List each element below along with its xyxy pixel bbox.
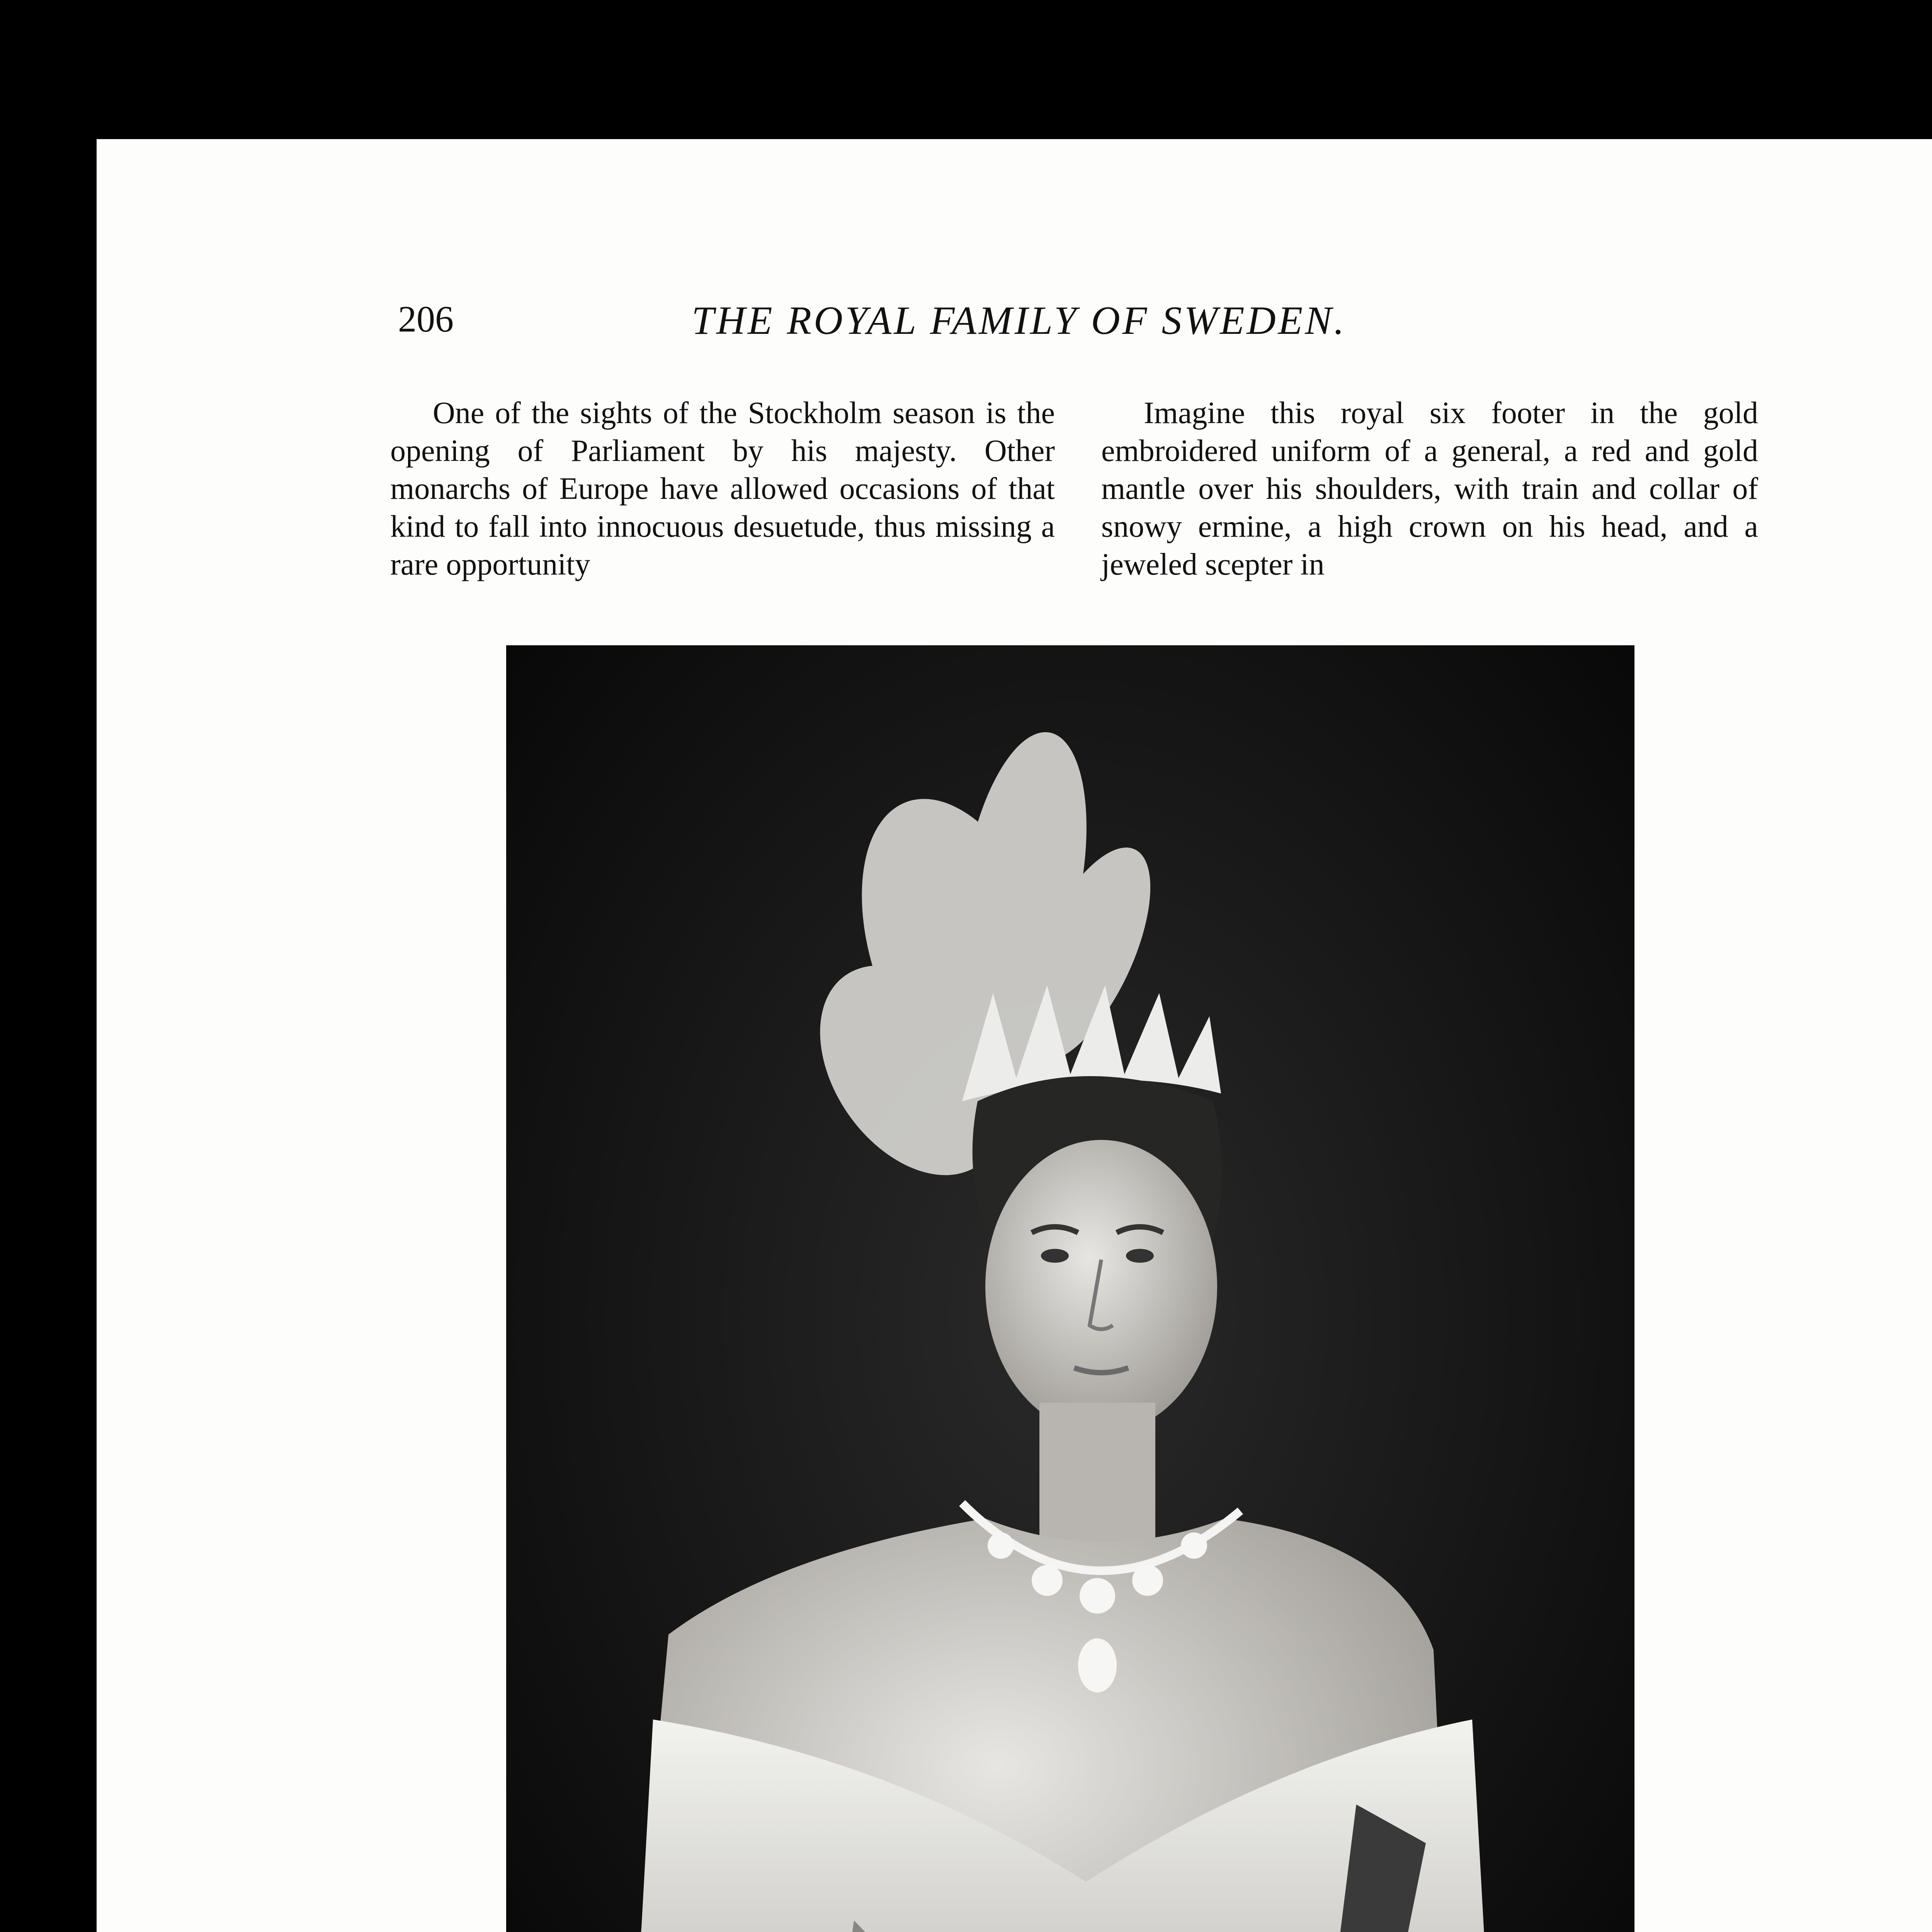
portrait-photograph (506, 645, 1634, 1932)
paragraph: Imagine this royal six footer in the gold embroidered uniform of a general, a red and gold mantle over his shoulders, with train and collar of snowy ermine, a high crown on his head, and a jeweled scepter in (1101, 396, 1758, 582)
page-header (398, 298, 1488, 359)
text-column-top-left (390, 394, 1055, 583)
text-column-top-right (1101, 394, 1758, 583)
running-title: THE ROYAL FAMILY OF SWEDEN. (692, 298, 1347, 343)
paragraph: One of the sights of the Stockholm season is the opening of Parliament by his majesty. Other monarchs of Europe have allowed occasions of that kind to fall into innocuous desuetude, thus missing a rare opportunity (390, 396, 1055, 582)
page-number: 206 (398, 298, 454, 340)
